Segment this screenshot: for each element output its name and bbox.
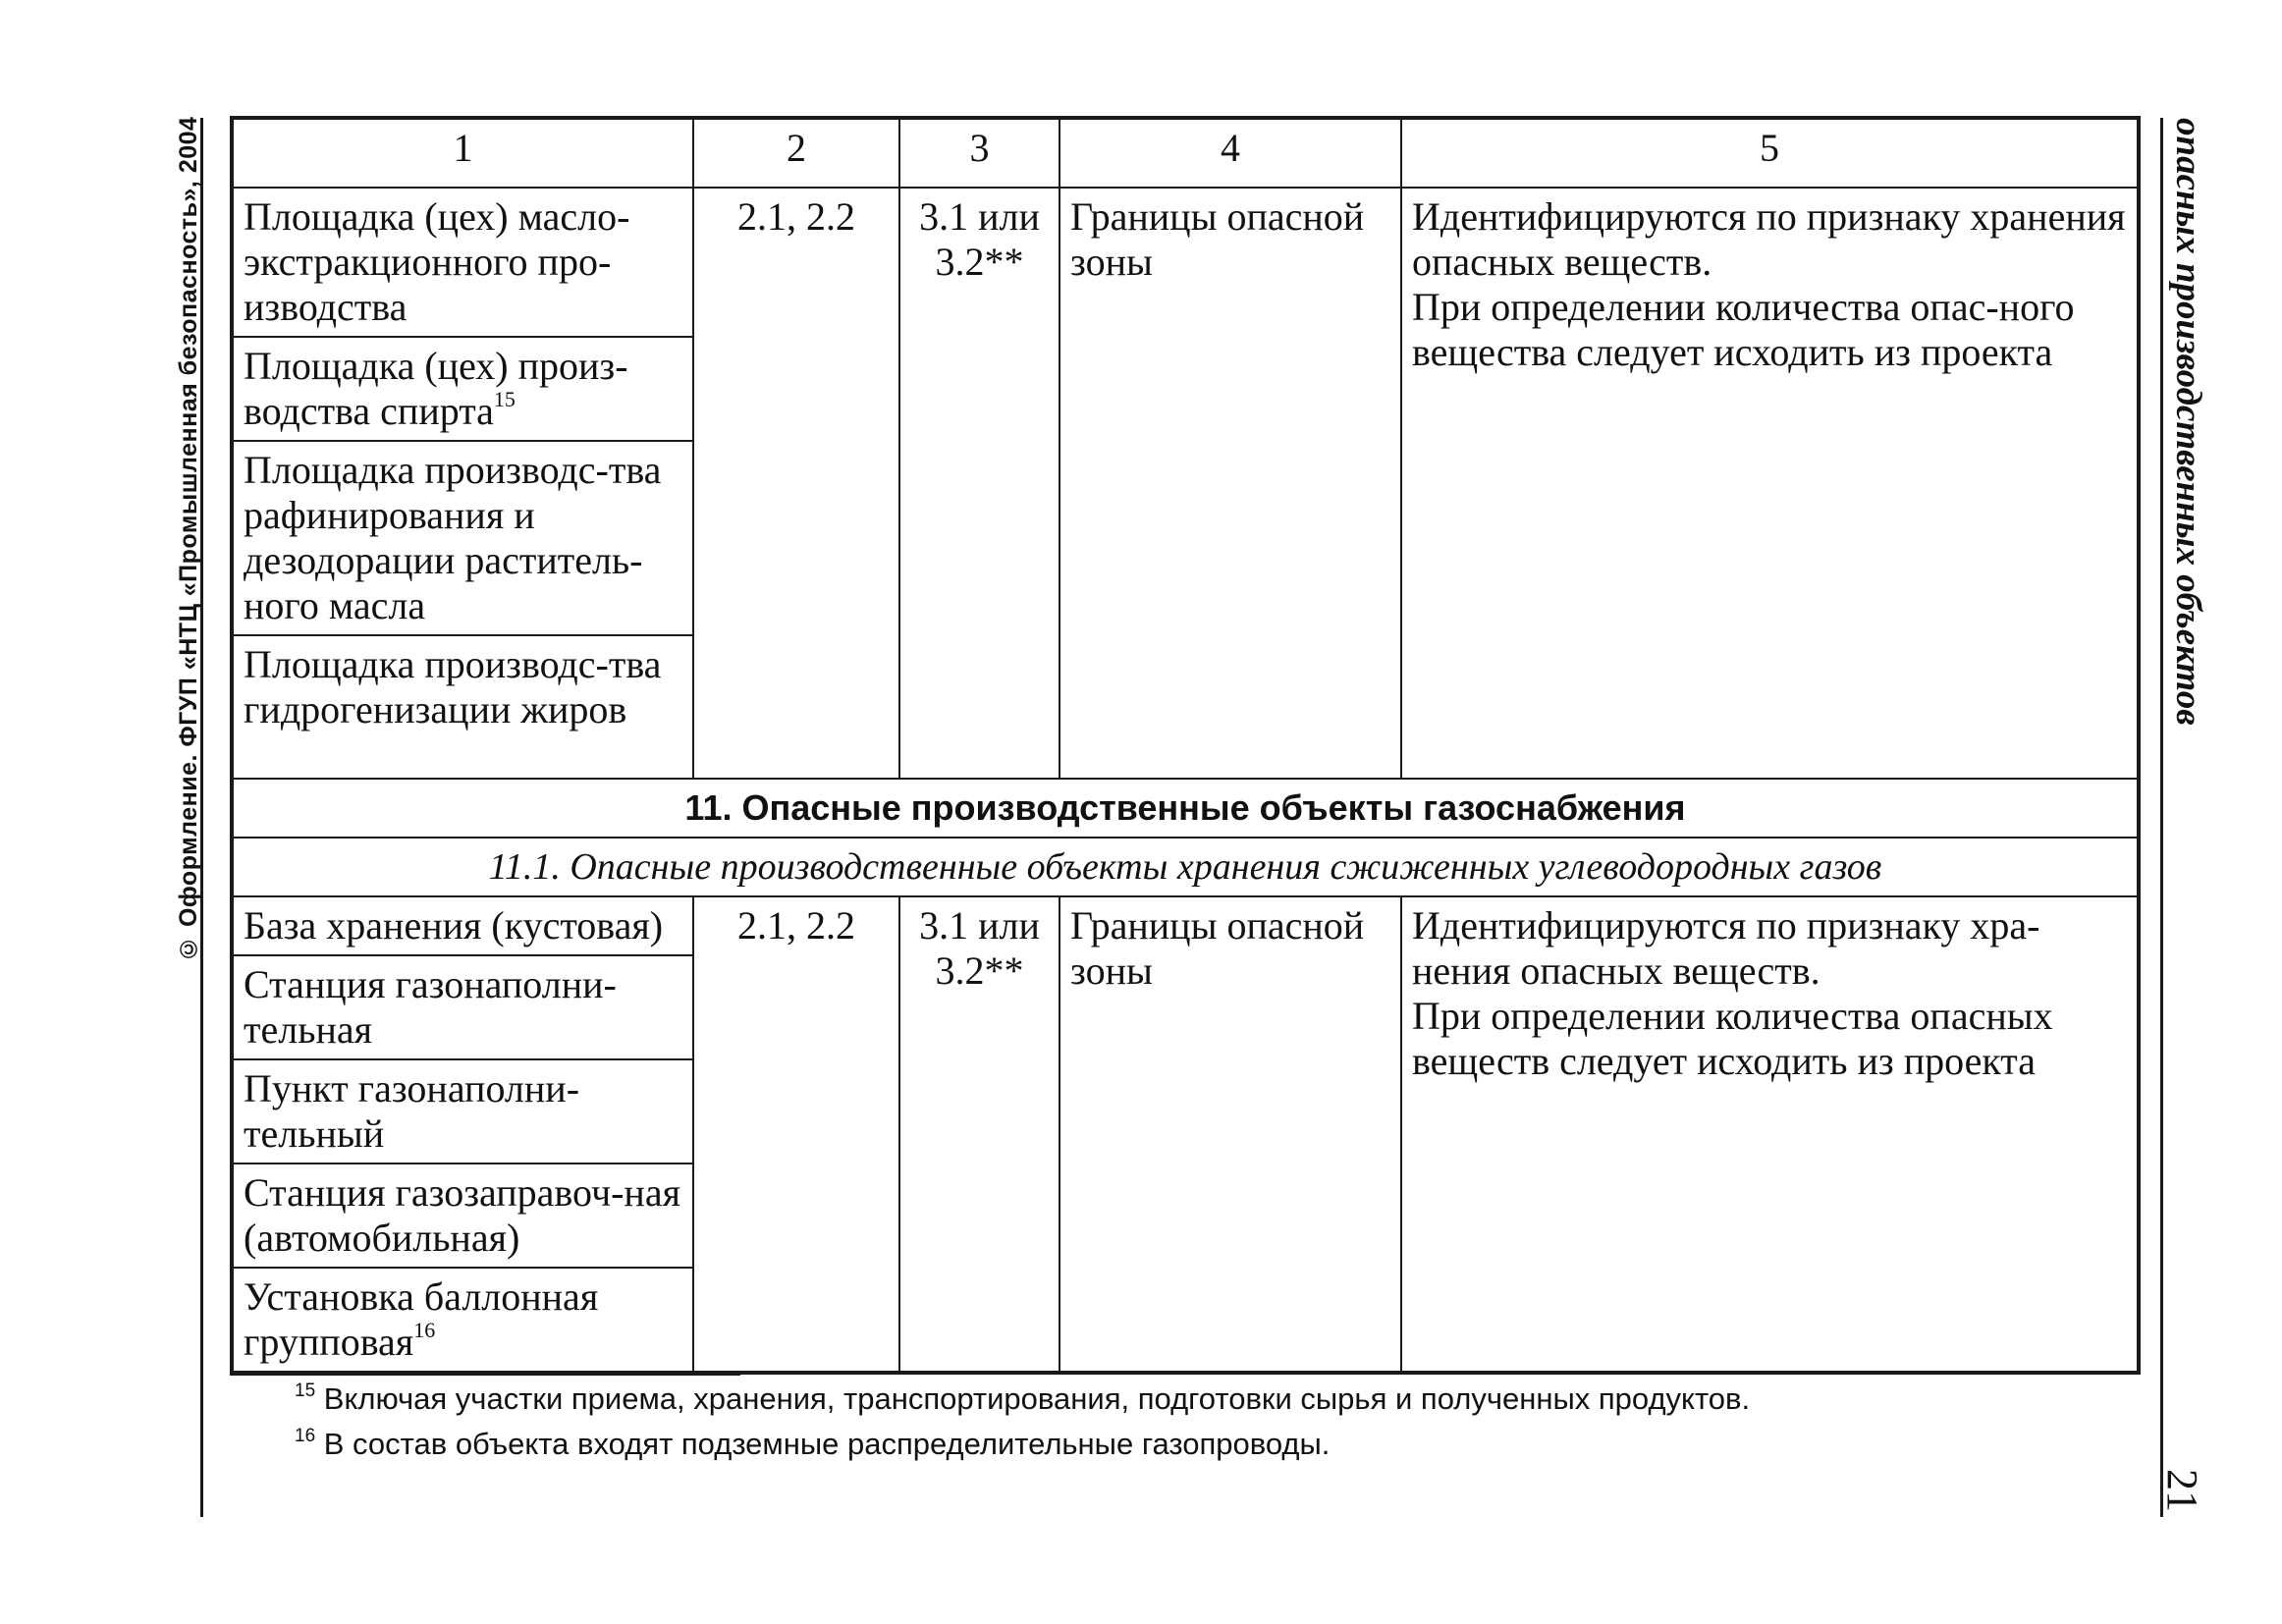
object-name-cell: Площадка производс-тва рафинирования и дезодорации раститель-ного масла (232, 441, 693, 635)
column-header: 5 (1401, 118, 2139, 188)
object-name-cell: Станция газонаполни-тельная (232, 955, 693, 1059)
running-title: опасных производственных объектов (2168, 118, 2208, 726)
subsection-title: 11.1. Опасные производственные объекты хранения сжиженных углеводородных газов (232, 838, 2139, 896)
footnote (295, 1422, 2141, 1467)
copyright-sidebar: © Оформление. ФГУП «НТЦ «Промышленная безопасность», 2004 (175, 116, 202, 962)
footnote-separator (230, 1373, 740, 1376)
column-header: 4 (1060, 118, 1401, 188)
column-header: 2 (693, 118, 899, 188)
section-row (232, 779, 2139, 838)
boundary-cell: Границы опасной зоны (1060, 188, 1401, 779)
category-cell: 2.1, 2.2 (693, 896, 899, 1373)
identification-note: Идентифицируются по признаку хра-нения опасных веществ. (1412, 903, 2040, 993)
class-cell: 3.1 или 3.2** (899, 896, 1060, 1373)
footnote (295, 1377, 2141, 1422)
object-name-cell: Станция газозаправоч-ная (автомобильная) (232, 1164, 693, 1268)
footnote-text: Включая участки приема, хранения, транспортирования, подготовки сырья и полученных продуктов. (323, 1381, 1751, 1416)
object-name-cell: База хранения (кустовая) (232, 896, 693, 955)
footnotes (295, 1377, 2141, 1467)
table-row (232, 896, 2139, 955)
object-name-cell: Площадка (цех) произ-водства спирта$^{15}$ (232, 337, 693, 441)
footnote-ref: 16 (413, 1317, 436, 1342)
footnote-ref: 15 (493, 386, 516, 411)
class-cell: 3.1 или 3.2** (899, 188, 1060, 779)
column-header: 1 (232, 118, 693, 188)
footnote-text: В состав объекта входят подземные распределительные газопроводы. (323, 1427, 1331, 1461)
object-name-cell: Установка баллонная групповая$^{16}$ (232, 1268, 693, 1373)
hazard-table (230, 116, 2141, 1375)
column-number-row (232, 118, 2139, 188)
table-row (232, 188, 2139, 337)
identification-note: Идентифицируются по признаку хранения опасных веществ. (1412, 194, 2126, 284)
footnote-number: 16 (295, 1425, 316, 1446)
category-cell: 2.1, 2.2 (693, 188, 899, 779)
object-name-cell: Площадка производс-тва гидрогенизации жиров (232, 635, 693, 779)
quantity-note: При определении количества опас-ного вещества следует исходить из проекта (1412, 285, 2075, 374)
page-number: 21 (2158, 1469, 2206, 1512)
boundary-cell: Границы опасной зоны (1060, 896, 1401, 1373)
subsection-row (232, 838, 2139, 896)
identification-cell (1401, 188, 2139, 779)
object-name-cell: Площадка (цех) масло-экстракционного про-изводства (232, 188, 693, 337)
column-header: 3 (899, 118, 1060, 188)
footnote-number: 15 (295, 1380, 316, 1401)
object-name-cell: Пункт газонаполни-тельный (232, 1059, 693, 1164)
section-title: 11. Опасные производственные объекты газоснабжения (232, 779, 2139, 838)
quantity-note: При определении количества опасных веществ следует исходить из проекта (1412, 994, 2053, 1083)
identification-cell (1401, 896, 2139, 1373)
